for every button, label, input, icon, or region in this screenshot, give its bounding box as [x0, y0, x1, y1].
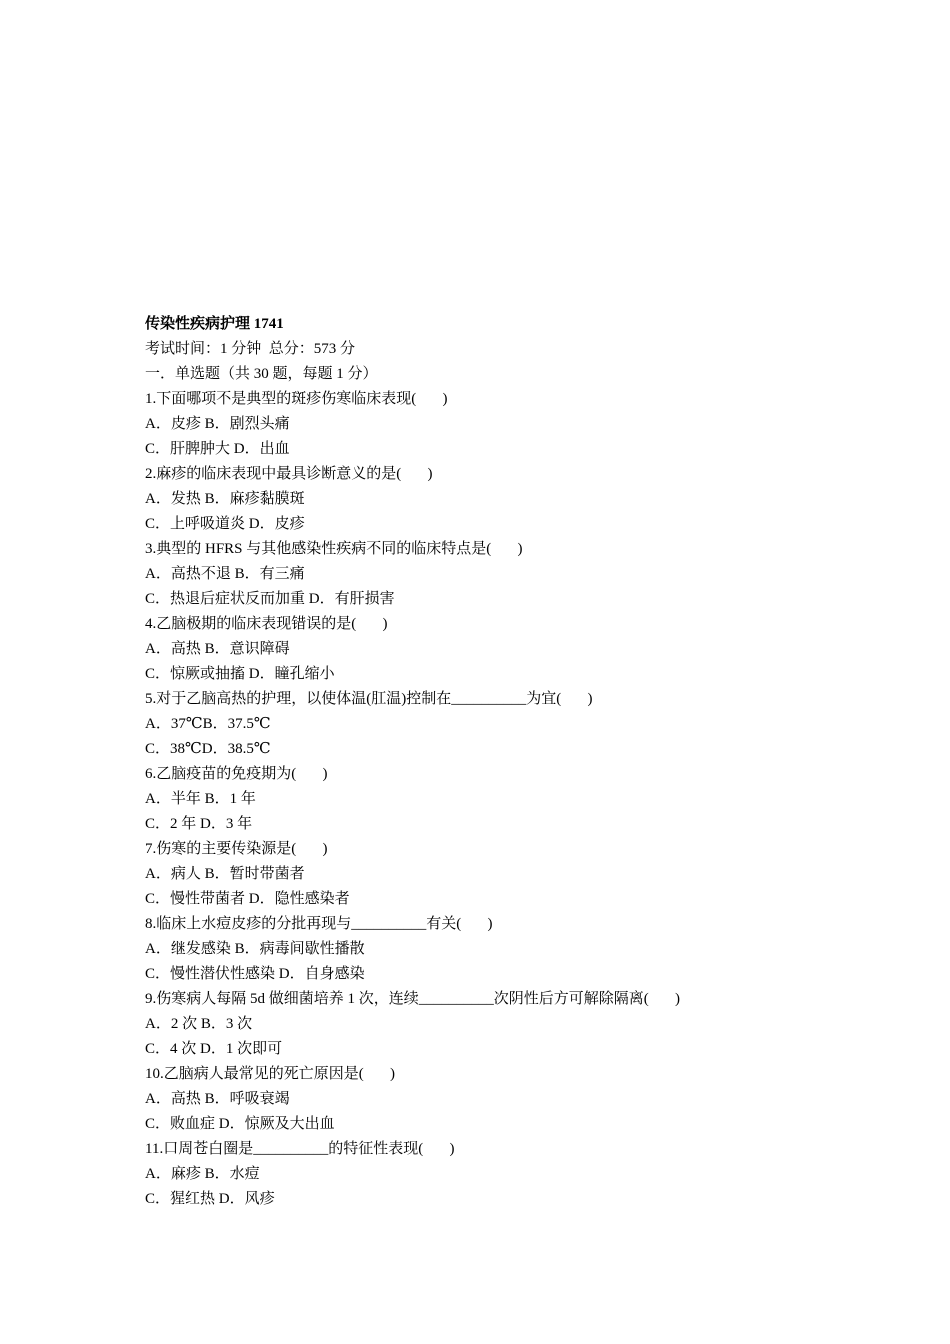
question-stem: 11.口周苍白圈是__________的特征性表现( ) — [145, 1141, 455, 1157]
question-stem: 8.临床上水痘皮疹的分批再现与__________有关( ) — [145, 916, 493, 932]
question-stem: 1.下面哪项不是典型的斑疹伤寒临床表现( ) — [145, 391, 448, 407]
question-options-ab: A．高热 B．意识障碍 — [145, 641, 290, 657]
question-7 — [145, 837, 905, 912]
question-stem: 10.乙脑病人最常见的死亡原因是( ) — [145, 1066, 395, 1082]
document-page — [145, 312, 905, 1212]
question-stem: 7.伤寒的主要传染源是( ) — [145, 841, 328, 857]
question-options-ab: A．半年 B．1 年 — [145, 791, 256, 807]
question-options-ab: A．皮疹 B．剧烈头痛 — [145, 416, 290, 432]
question-stem: 2.麻疹的临床表现中最具诊断意义的是( ) — [145, 466, 433, 482]
question-10 — [145, 1062, 905, 1137]
question-options-ab: A．发热 B．麻疹黏膜斑 — [145, 491, 305, 507]
question-options-cd: C．猩红热 D．风疹 — [145, 1191, 275, 1207]
question-4 — [145, 612, 905, 687]
question-options-cd: C．肝脾肿大 D．出血 — [145, 441, 290, 457]
section-heading: 一．单选题（共 30 题，每题 1 分） — [145, 366, 378, 382]
question-options-cd: C．慢性潜伏性感染 D．自身感染 — [145, 966, 365, 982]
exam-info: 考试时间：1 分钟 总分：573 分 — [145, 341, 356, 357]
question-2 — [145, 462, 905, 537]
question-options-cd: C．惊厥或抽搐 D．瞳孔缩小 — [145, 666, 335, 682]
question-options-cd: C．38℃D．38.5℃ — [145, 741, 271, 757]
question-8 — [145, 912, 905, 987]
question-options-ab: A．高热 B．呼吸衰竭 — [145, 1091, 290, 1107]
question-options-ab: A．病人 B．暂时带菌者 — [145, 866, 305, 882]
question-6 — [145, 762, 905, 837]
question-options-cd: C．慢性带菌者 D．隐性感染者 — [145, 891, 350, 907]
question-5 — [145, 687, 905, 762]
question-options-ab: A．高热不退 B．有三痛 — [145, 566, 305, 582]
document-title: 传染性疾病护理 1741 — [145, 316, 284, 332]
question-stem: 4.乙脑极期的临床表现错误的是( ) — [145, 616, 388, 632]
question-stem: 6.乙脑疫苗的免疫期为( ) — [145, 766, 328, 782]
question-1 — [145, 387, 905, 462]
question-options-ab: A．37℃B．37.5℃ — [145, 716, 271, 732]
question-stem: 5.对于乙脑高热的护理，以使体温(肛温)控制在__________为宜( ) — [145, 691, 593, 707]
question-3 — [145, 537, 905, 612]
question-options-cd: C．上呼吸道炎 D．皮疹 — [145, 516, 305, 532]
question-options-cd: C．败血症 D．惊厥及大出血 — [145, 1116, 335, 1132]
question-options-ab: A．继发感染 B．病毒间歇性播散 — [145, 941, 365, 957]
question-11 — [145, 1137, 905, 1212]
question-options-cd: C．2 年 D．3 年 — [145, 816, 253, 832]
question-options-cd: C．4 次 D．1 次即可 — [145, 1041, 283, 1057]
question-9 — [145, 987, 905, 1062]
question-options-cd: C．热退后症状反而加重 D．有肝损害 — [145, 591, 395, 607]
question-options-ab: A．2 次 B．3 次 — [145, 1016, 253, 1032]
question-stem: 9.伤寒病人每隔 5d 做细菌培养 1 次，连续__________次阴性后方可解除隔离( ) — [145, 991, 680, 1007]
question-options-ab: A．麻疹 B．水痘 — [145, 1166, 260, 1182]
question-stem: 3.典型的 HFRS 与其他感染性疾病不同的临床特点是( ) — [145, 541, 523, 557]
